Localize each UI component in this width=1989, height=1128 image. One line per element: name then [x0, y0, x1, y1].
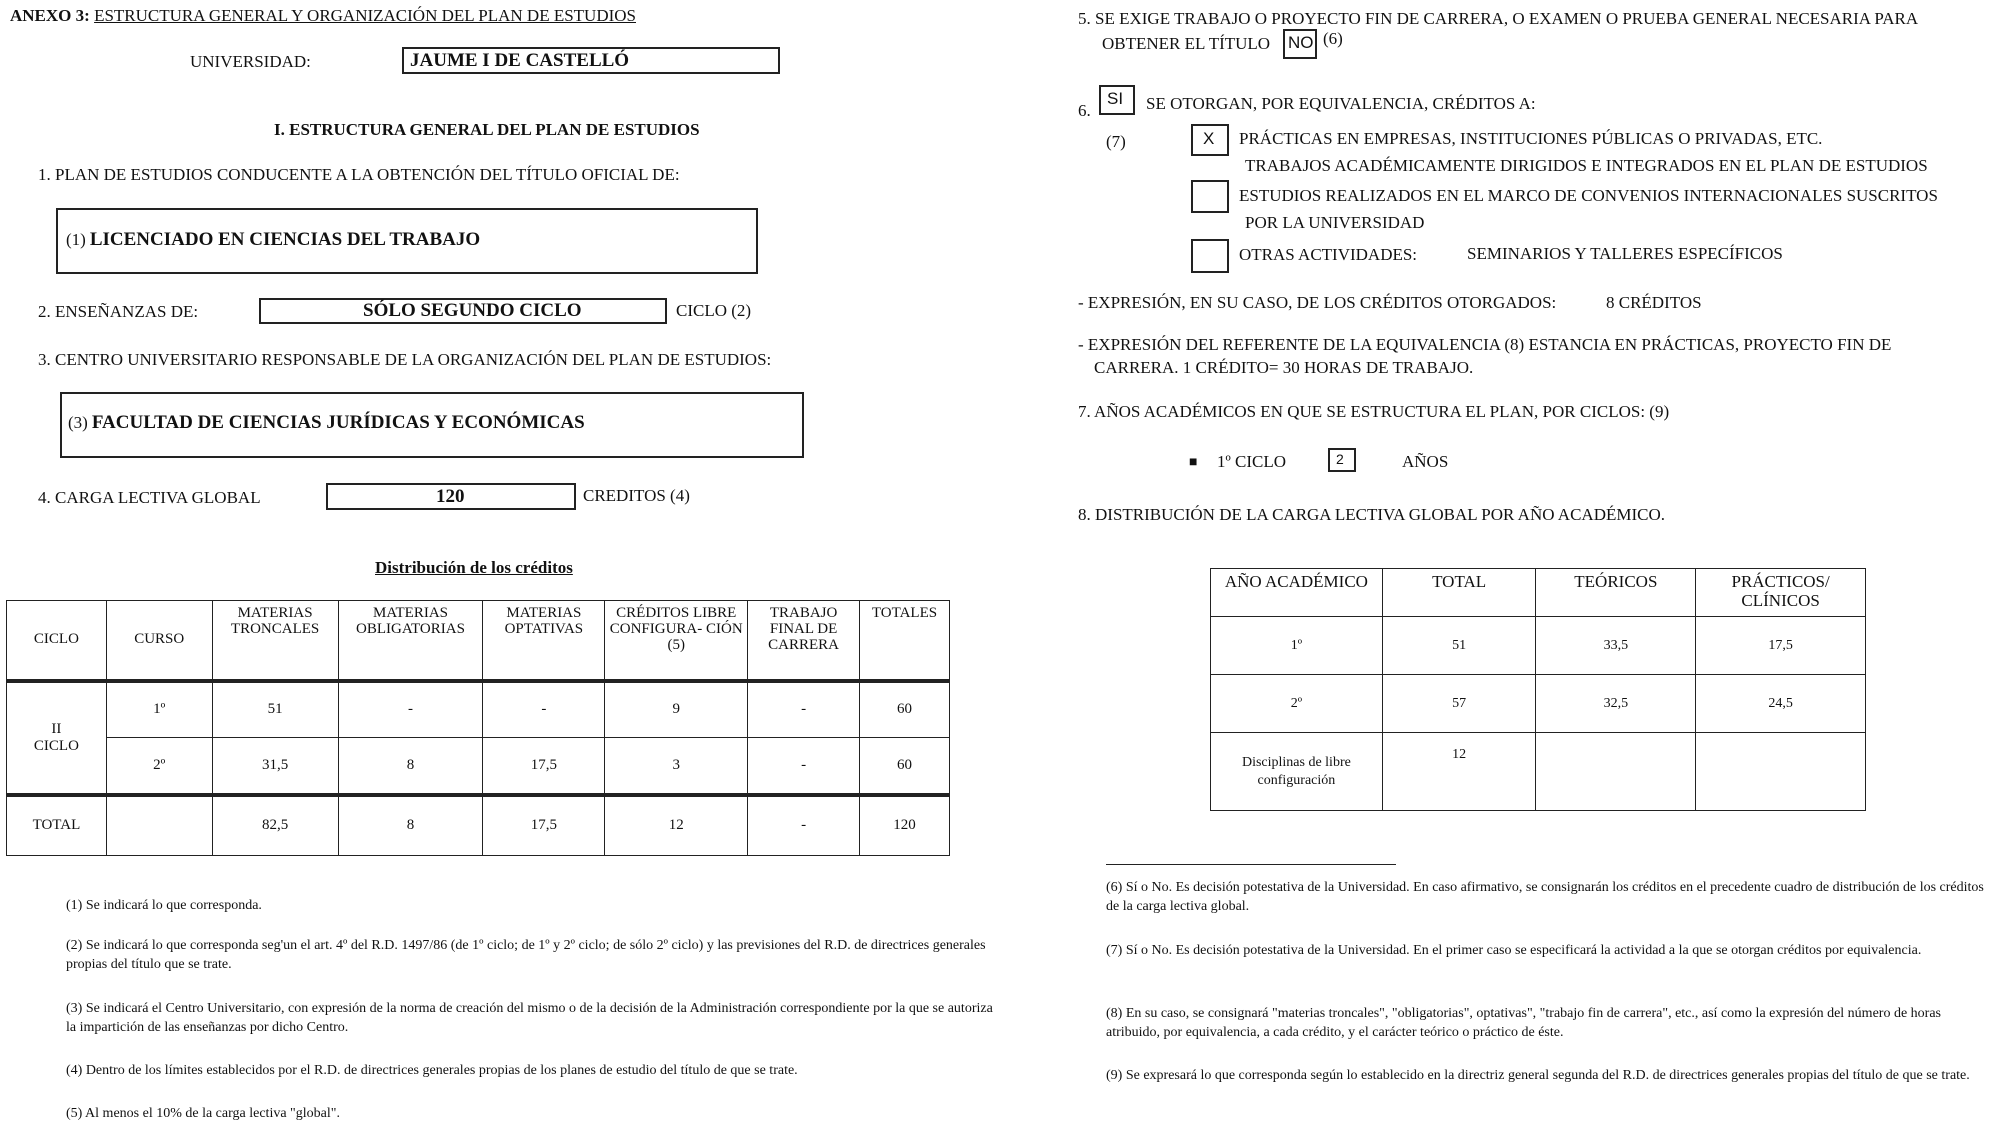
table-cell: 32,5: [1536, 675, 1696, 733]
option3-label: OTRAS ACTIVIDADES:: [1239, 245, 1418, 264]
table-cell: TOTAL: [7, 795, 107, 856]
table-cell: 24,5: [1696, 675, 1866, 733]
table-cell: 33,5: [1536, 617, 1696, 675]
expr1-label: - EXPRESIÓN, EN SU CASO, DE LOS CRÉDITOS OTORGADOS:: [1078, 293, 1557, 312]
item7-bullet: ■: [1189, 455, 1198, 470]
option1-mark: X: [1203, 129, 1215, 148]
table-cell: -: [748, 681, 860, 738]
table-row: [7, 681, 950, 738]
table-cell: 12: [1382, 733, 1536, 811]
item6-num: 6.: [1078, 101, 1091, 120]
footnote-5: (5) Al menos el 10% de la carga lectiva "global".: [66, 1106, 340, 1121]
header-totales: TOTALES: [860, 601, 950, 681]
expr1-value: 8 CRÉDITOS: [1606, 293, 1702, 312]
year-header-total: TOTAL: [1382, 569, 1536, 617]
year-header-practice: PRÁCTICOS/ CLÍNICOS: [1696, 569, 1866, 617]
annex-heading: [10, 6, 636, 26]
item6-label: SE OTORGAN, POR EQUIVALENCIA, CRÉDITOS A:: [1146, 94, 1536, 113]
table-cell: -: [338, 681, 483, 738]
item7-cycle: 1º CICLO: [1217, 452, 1287, 471]
item5-line2: OBTENER EL TÍTULO: [1102, 34, 1271, 53]
distribution-title: Distribución de los créditos: [375, 558, 573, 577]
table-cell: 57: [1382, 675, 1536, 733]
table-cell: 60: [860, 681, 950, 738]
item1-prefix: (1): [66, 230, 86, 249]
ciclo-line2: CICLO: [33, 737, 79, 754]
footnote-7: (7) Sí o No. Es decisión potestativa de la Universidad. En el primer caso se especificará la actividad a la que se otorgan créditos por equivalencia.: [1106, 943, 1922, 958]
ciclo-line1: II: [51, 720, 62, 737]
table-cell: 3: [605, 738, 748, 795]
option1-line2: TRABAJOS ACADÉMICAMENTE DIRIGIDOS E INTEGRADOS EN EL PLAN DE ESTUDIOS: [1245, 156, 1928, 175]
option2-line2: POR LA UNIVERSIDAD: [1245, 213, 1425, 232]
item5-value: NO: [1288, 33, 1314, 52]
credits-header-row: [7, 601, 950, 681]
footnote-divider: [1106, 864, 1396, 865]
table-cell: 2º: [106, 738, 212, 795]
item6-note: (7): [1106, 132, 1126, 151]
item7-value: 2: [1336, 451, 1344, 467]
item1-content: [66, 229, 480, 251]
header-troncales: MATERIAS TRONCALES: [212, 601, 338, 681]
ciclo-cell: [7, 681, 107, 795]
item4-value: 120: [436, 486, 465, 507]
annex-label: ANEXO 3:: [10, 6, 90, 25]
item7-label: 7. AÑOS ACADÉMICOS EN QUE SE ESTRUCTURA EL PLAN, POR CICLOS: (9): [1078, 402, 1670, 421]
year-header-theory: TEÓRICOS: [1536, 569, 1696, 617]
item4-label: 4. CARGA LECTIVA GLOBAL: [38, 488, 261, 507]
header-trabajo-final: TRABAJO FINAL DE CARRERA: [748, 601, 860, 681]
table-cell: 60: [860, 738, 950, 795]
item3-value: FACULTAD DE CIENCIAS JURÍDICAS Y ECONÓMICAS: [91, 412, 585, 433]
table-cell: -: [748, 795, 860, 856]
table-cell: 12: [605, 795, 748, 856]
header-optativas: MATERIAS OPTATIVAS: [483, 601, 605, 681]
table-cell: 1º: [1211, 617, 1383, 675]
item3-content: [68, 412, 585, 434]
footnote-6: (6) Sí o No. Es decisión potestativa de la Universidad. En caso afirmativo, se consignarán los créditos en el precedente cuadro de distribución de los créditos de la carga lectiva global.: [1106, 880, 1984, 914]
table-cell: -: [748, 738, 860, 795]
option2-checkbox[interactable]: [1191, 180, 1229, 213]
table-row: [7, 738, 950, 795]
table-cell: 8: [338, 738, 483, 795]
item1-label: 1. PLAN DE ESTUDIOS CONDUCENTE A LA OBTENCIÓN DEL TÍTULO OFICIAL DE:: [38, 165, 680, 184]
footnote-9: (9) Se expresará lo que corresponda según lo establecido en la directriz general segunda del R.D. de directrices generales propias del título de que se trate.: [1106, 1068, 1970, 1083]
table-cell: 2º: [1211, 675, 1383, 733]
item7-unit: AÑOS: [1402, 452, 1449, 471]
item3-label: 3. CENTRO UNIVERSITARIO RESPONSABLE DE LA ORGANIZACIÓN DEL PLAN DE ESTUDIOS:: [38, 350, 772, 369]
header-libre-configuracion: CRÉDITOS LIBRE CONFIGURA- CIÓN (5): [605, 601, 748, 681]
table-cell: 51: [212, 681, 338, 738]
year-table: [1210, 568, 1866, 811]
header-curso: CURSO: [106, 601, 212, 681]
item5-line1: 5. SE EXIGE TRABAJO O PROYECTO FIN DE CARRERA, O EXAMEN O PRUEBA GENERAL NECESARIA PARA: [1078, 9, 1919, 28]
table-cell: 17,5: [483, 738, 605, 795]
item2-label: 2. ENSEÑANZAS DE:: [38, 302, 199, 321]
credits-table: [6, 600, 950, 856]
footnote-4: (4) Dentro de los límites establecidos por el R.D. de directrices generales propias de los planes de estudio del título de que se trate.: [66, 1063, 798, 1078]
item4-suffix: CREDITOS (4): [583, 486, 690, 505]
annex-title: ESTRUCTURA GENERAL Y ORGANIZACIÓN DEL PLAN DE ESTUDIOS: [94, 6, 636, 25]
table-row: [1211, 675, 1866, 733]
expr2-line2: CARRERA. 1 CRÉDITO= 30 HORAS DE TRABAJO.: [1094, 358, 1474, 377]
total-row: [7, 795, 950, 856]
footnote-1: (1) Se indicará lo que corresponda.: [66, 898, 262, 913]
footnote-2: (2) Se indicará lo que corresponda seg'un el art. 4º del R.D. 1497/86 (de 1º ciclo; de 1º y 2º ciclo; de sólo 2º ciclo) y las previsiones del R.D. de directrices generales propias del título que se trate.: [66, 938, 986, 972]
section-title: I. ESTRUCTURA GENERAL DEL PLAN DE ESTUDIOS: [274, 120, 700, 139]
table-cell: [1696, 733, 1866, 811]
table-cell: 51: [1382, 617, 1536, 675]
item6-value: SI: [1107, 89, 1124, 108]
item2-suffix: CICLO (2): [676, 301, 752, 320]
table-cell: 1º: [106, 681, 212, 738]
item1-value: LICENCIADO EN CIENCIAS DEL TRABAJO: [89, 229, 481, 250]
table-cell: Disciplinas de libre configuración: [1211, 733, 1383, 811]
table-cell: 82,5: [212, 795, 338, 856]
university-label: UNIVERSIDAD:: [190, 52, 311, 71]
item2-value: SÓLO SEGUNDO CICLO: [363, 300, 582, 321]
footnote-8: (8) En su caso, se consignará "materias troncales", "obligatorias", optativas", "trabajo fin de carrera", etc., así como la expresión del número de horas atribuido, por equivalencia, a cada crédito, y el carácter teórico o práctico de éste.: [1106, 1006, 1941, 1040]
expr2-line1: - EXPRESIÓN DEL REFERENTE DE LA EQUIVALENCIA (8) ESTANCIA EN PRÁCTICAS, PROYECTO FIN DE: [1078, 335, 1892, 354]
table-row: [1211, 617, 1866, 675]
header-obligatorias: MATERIAS OBLIGATORIAS: [338, 601, 483, 681]
table-cell: -: [483, 681, 605, 738]
item8-label: 8. DISTRIBUCIÓN DE LA CARGA LECTIVA GLOBAL POR AÑO ACADÉMICO.: [1078, 505, 1666, 524]
table-cell: 17,5: [1696, 617, 1866, 675]
table-cell: [106, 795, 212, 856]
item5-note: (6): [1323, 29, 1343, 48]
item3-prefix: (3): [68, 413, 88, 432]
table-cell: [1536, 733, 1696, 811]
table-cell: 17,5: [483, 795, 605, 856]
header-ciclo: CICLO: [7, 601, 107, 681]
year-header-row: [1211, 569, 1866, 617]
option2-line1: ESTUDIOS REALIZADOS EN EL MARCO DE CONVENIOS INTERNACIONALES SUSCRITOS: [1239, 186, 1938, 205]
year-header-academic-year: AÑO ACADÉMICO: [1211, 569, 1383, 617]
option3-checkbox[interactable]: [1191, 239, 1229, 273]
footnote-3: (3) Se indicará el Centro Universitario, con expresión de la norma de creación del mismo o de la decisión de la Administración correspondiente por la que se autoriza la impartición de las enseñanzas por dicho Centro.: [66, 1001, 993, 1035]
university-value: JAUME I DE CASTELLÓ: [410, 50, 630, 71]
option3-value: SEMINARIOS Y TALLERES ESPECÍFICOS: [1467, 244, 1783, 263]
table-cell: 31,5: [212, 738, 338, 795]
table-row: [1211, 733, 1866, 811]
table-cell: 120: [860, 795, 950, 856]
table-cell: 9: [605, 681, 748, 738]
table-cell: 8: [338, 795, 483, 856]
option1-line1: PRÁCTICAS EN EMPRESAS, INSTITUCIONES PÚBLICAS O PRIVADAS, ETC.: [1239, 129, 1823, 148]
